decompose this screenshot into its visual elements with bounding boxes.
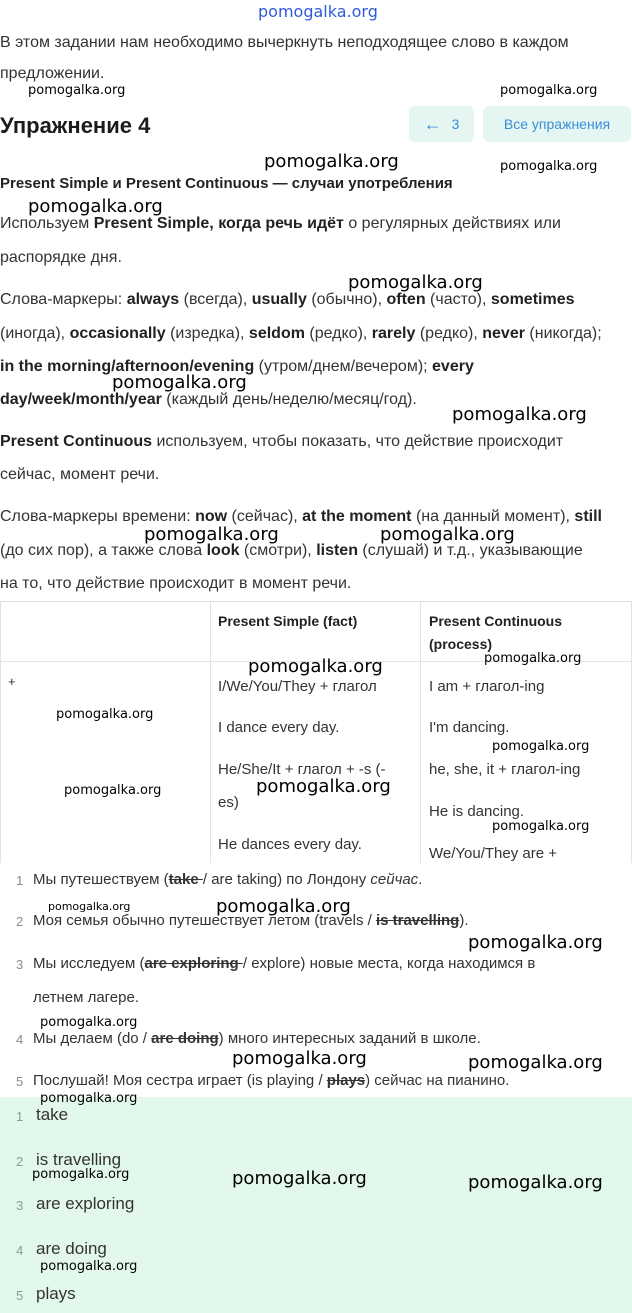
simple-rule-1: I/We/You/They + глагол <box>218 678 377 695</box>
watermark: pomogalka.org <box>468 932 603 953</box>
cont-example-2: He is dancing. <box>429 803 525 820</box>
theory-p2-line1: Present Continuous используем, чтобы показать, что действие происходит <box>0 433 564 450</box>
watermark: pomogalka.org <box>468 1052 603 1073</box>
watermark: pomogalka.org <box>40 1091 138 1106</box>
answer-5: plays <box>36 1284 76 1303</box>
markers-line3: in the morning/afternoon/evening (утром/днем/вечером); every <box>0 358 474 375</box>
exercise-item-1: Мы путешествуем (take / are taking) по Лондону сейчас. <box>33 871 423 888</box>
top-watermark: pomogalka.org <box>258 2 378 21</box>
theory-subtitle: Present Simple и Present Continuous — случаи употребления <box>0 175 453 192</box>
watermark: pomogalka.org <box>256 776 391 797</box>
theory-p1-line1: Используем Present Simple, когда речь идёт о регулярных действиях или <box>0 215 561 232</box>
prev-exercise-button[interactable] <box>409 106 474 142</box>
watermark: pomogalka.org <box>32 1167 130 1182</box>
simple-rule-2a: He/She/It + глагол + -s (- <box>218 761 386 778</box>
watermark: pomogalka.org <box>28 83 126 98</box>
answer-num-3: 3 <box>16 1198 24 1213</box>
watermark: pomogalka.org <box>40 1015 138 1030</box>
watermark: pomogalka.org <box>48 900 131 913</box>
arrow-left-icon: ← <box>423 113 442 134</box>
watermark: pomogalka.org <box>492 819 590 834</box>
time-markers-line2: (до сих пор), а также слова look (смотри), listen (слушай) и т.д., указывающие <box>0 542 583 559</box>
exercise-num-2: 2 <box>16 914 24 929</box>
header-present-simple: Present Simple (fact) <box>218 613 358 629</box>
watermark: pomogalka.org <box>452 404 587 425</box>
watermark: pomogalka.org <box>232 1168 367 1189</box>
answer-num-5: 5 <box>16 1288 24 1303</box>
watermark: pomogalka.org <box>348 272 483 293</box>
answer-num-2: 2 <box>16 1154 24 1169</box>
answer-num-1: 1 <box>16 1109 24 1124</box>
exercise-item-4: Мы делаем (do / are doing) много интересных заданий в школе. <box>33 1030 481 1047</box>
watermark: pomogalka.org <box>28 196 163 217</box>
watermark: pomogalka.org <box>40 1259 138 1274</box>
cont-rule-1: I am + глагол-ing <box>429 678 545 695</box>
exercise-num-4: 4 <box>16 1032 24 1047</box>
all-exercises-button[interactable]: Все упражнения <box>483 106 631 142</box>
markers-line4: day/week/month/year (каждый день/неделю/месяц/год). <box>0 391 417 408</box>
exercise-num-1: 1 <box>16 873 24 888</box>
watermark: pomogalka.org <box>500 159 598 174</box>
watermark: pomogalka.org <box>56 707 154 722</box>
exercise-num-3: 3 <box>16 957 24 972</box>
watermark: pomogalka.org <box>500 83 598 98</box>
markers-line2: (иногда), occasionally (изредка), seldom (редко), rarely (редко), never (никогда); <box>0 325 602 342</box>
simple-example-1: I dance every day. <box>218 719 340 736</box>
watermark: pomogalka.org <box>484 651 582 666</box>
answer-num-4: 4 <box>16 1243 24 1258</box>
header-process: (process) <box>429 636 493 652</box>
watermark: pomogalka.org <box>64 783 162 798</box>
answer-3: are exploring <box>36 1194 135 1213</box>
exercise-item-3-cont: летнем лагере. <box>33 989 140 1006</box>
watermark: pomogalka.org <box>248 656 383 677</box>
exercise-item-2: Моя семья обычно путешествует летом (travels / is travelling). <box>33 912 469 929</box>
watermark: pomogalka.org <box>232 1048 367 1069</box>
cont-rule-2: he, she, it + глагол-ing <box>429 761 581 778</box>
watermark: pomogalka.org <box>492 739 590 754</box>
header-present-continuous: Present Continuous <box>429 613 563 629</box>
markers-line1: Слова-маркеры: always (всегда), usually (обычно), often (часто), sometimes <box>0 291 575 308</box>
exercise-item-3: Мы исследуем (are exploring / explore) новые места, когда находимся в <box>33 955 536 972</box>
answer-2: is travelling <box>36 1150 122 1169</box>
theory-p2-line2: сейчас, момент речи. <box>0 466 160 483</box>
row-plus-label: + <box>8 674 16 689</box>
page-title: Упражнение 4 <box>0 113 151 138</box>
intro-line-1: В этом задании нам необходимо вычеркнуть неподходящее слово в каждом <box>0 34 569 51</box>
watermark: pomogalka.org <box>380 524 515 545</box>
exercise-num-5: 5 <box>16 1074 24 1089</box>
time-markers-line1: Слова-маркеры времени: now (сейчас), at the moment (на данный момент), still <box>0 508 602 525</box>
answer-1: take <box>36 1105 69 1124</box>
answer-4: are doing <box>36 1239 107 1258</box>
answers-panel <box>0 1097 632 1313</box>
simple-rule-2b: es) <box>218 794 239 811</box>
theory-p1-line2: распорядке дня. <box>0 249 122 266</box>
time-markers-line3: на то, что действие происходит в момент речи. <box>0 575 352 592</box>
cont-rule-3: We/You/They are + <box>429 845 557 862</box>
cont-example-1: I'm dancing. <box>429 719 510 736</box>
watermark: pomogalka.org <box>112 372 247 393</box>
watermark: pomogalka.org <box>144 524 279 545</box>
simple-example-2: He dances every day. <box>218 836 362 853</box>
exercise-item-5: Послушай! Моя сестра играет (is playing / plays) сейчас на пианино. <box>33 1072 510 1089</box>
watermark: pomogalka.org <box>216 896 351 917</box>
watermark: pomogalka.org <box>264 151 399 172</box>
prev-exercise-number: 3 <box>451 116 460 132</box>
watermark: pomogalka.org <box>468 1172 603 1193</box>
intro-line-2: предложении. <box>0 65 105 82</box>
